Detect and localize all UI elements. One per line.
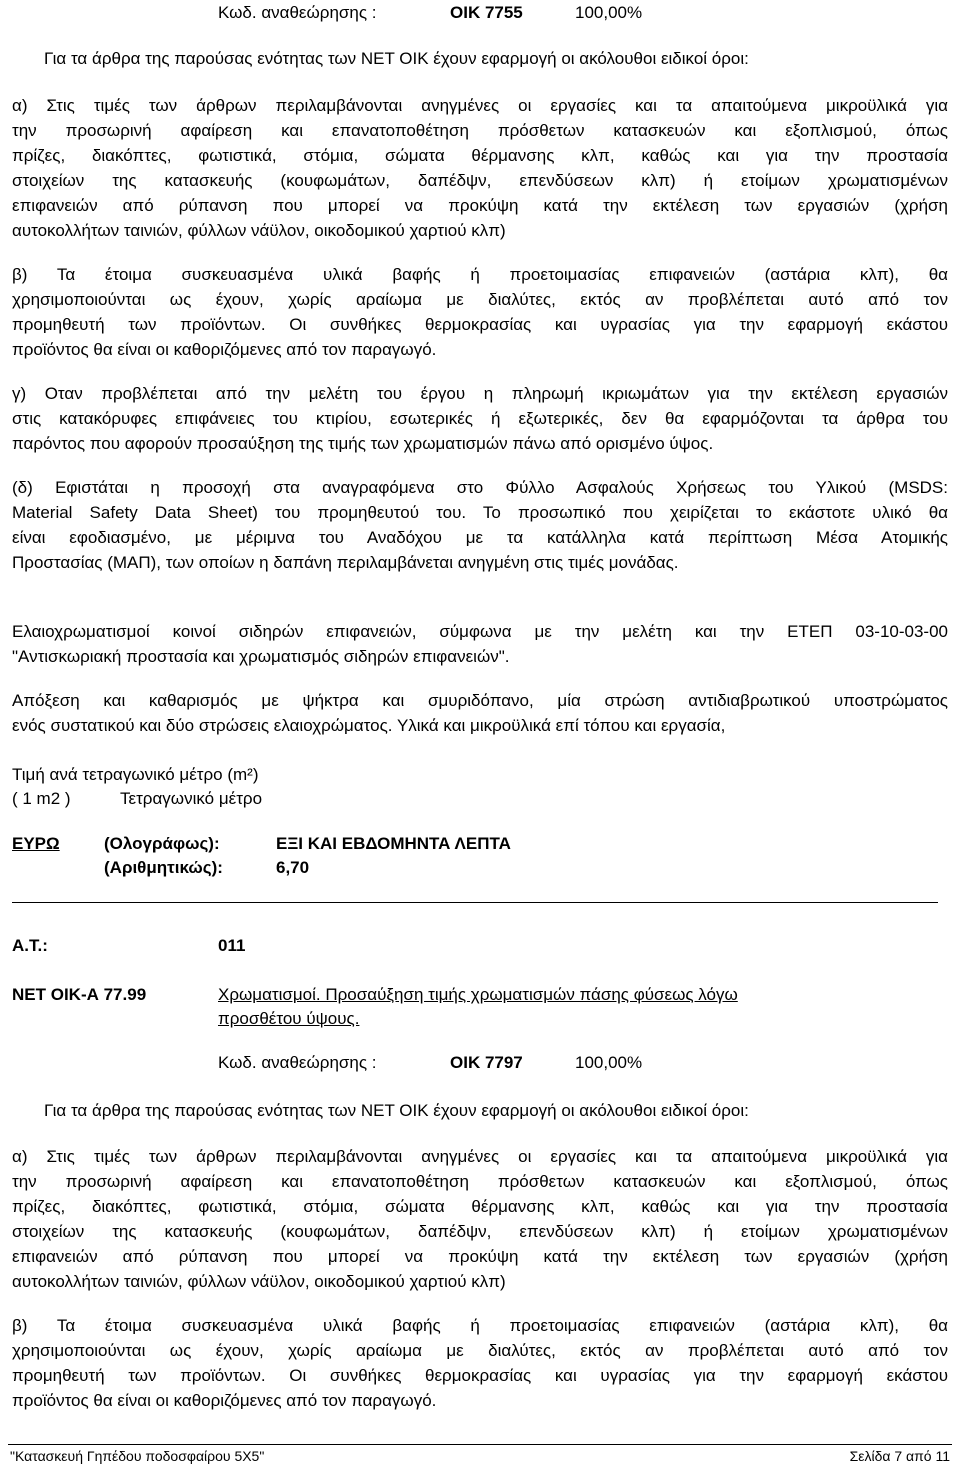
para-b-bottom-line: προμηθευτή των προϊόντων. Οι συνθήκες θερμοκρασίας και υγρασίας για την εφαρμογή εκάστου — [12, 1366, 948, 1385]
para-a-top-line: επιφανειών από ρύπανση που μπορεί να προκύψη κατά την εκτέλεση των εργασιών (χρήση — [12, 196, 948, 215]
item-title-line: Ελαιοχρωματισμοί κοινοί σιδηρών επιφανειών, σύμφωνα με την μελέτη και την ΕΤΕΠ 03-10-03-00 — [12, 622, 948, 641]
at-label: Α.Τ.: — [12, 936, 48, 955]
para-b-top-line: β) Τα έτοιμα συσκευασμένα υλικά βαφής ή προετοιμασίας επιφανειών (αστάρια κλπ), θα — [12, 265, 948, 284]
para-b-bottom-line: προϊόντος θα είναι οι καθοριζόμενες από τον παραγωγό. — [12, 1391, 437, 1410]
para-d-line: Προστασίας (ΜΑΠ), των οποίων η δαπάνη περιλαμβάνεται ανηγμένη στις τιμές μονάδας. — [12, 553, 679, 572]
revision-code-top: ΟΙΚ 7755 — [450, 3, 523, 22]
para-a-top-line: στοιχείων της κατασκευής (κουφωμάτων, δαπέδψν, επενδύσεων κλπ) ή ετοίμων χρωματισμένων — [12, 171, 948, 190]
para-d-line: (δ) Εφιστάται η προσοχή στα αναγραφόμενα στο Φύλλο Ασφαλούς Χρήσεως του Υλικού (MSDS: — [12, 478, 948, 497]
para-a-bottom-line: επιφανειών από ρύπανση που μπορεί να προκύψη κατά την εκτέλεση των εργασιών (χρήση — [12, 1247, 948, 1266]
price-words-label: (Ολογράφως): — [104, 834, 220, 853]
revision-code-bottom: ΟΙΚ 7797 — [450, 1053, 523, 1072]
para-a-bottom-line: πρίζες, διακόπτες, φωτιστικά, στόμια, σώματα θέρμανσης κλπ, καθώς και για την προστασία — [12, 1197, 948, 1216]
para-b-top-line: προϊόντος θα είναι οι καθοριζόμενες από τον παραγωγό. — [12, 340, 437, 359]
footer-project-title: "Κατασκευή Γηπέδου ποδοσφαίρου 5Χ5" — [10, 1448, 265, 1464]
para-c-line: παρόντος που αφορούν προσαύξηση της τιμής των χρωματισμών πάνω από ορισμένο ύψος. — [12, 434, 714, 453]
revision-percent-bottom: 100,00% — [575, 1053, 643, 1072]
para-a-top-line: πρίζες, διακόπτες, φωτιστικά, στόμια, σώματα θέρμανσης κλπ, καθώς και για την προστασία — [12, 146, 948, 165]
para-d-line: είναι εφοδιασμένο, με μέριμνα του Αναδόχου με τα κατάλληλα κατά περίπτωση Μέσα Ατομικής — [12, 528, 948, 547]
para-b-top-line: χρησιμοποιούνται ως έχουν, χωρίς αραίωμα με διαλύτες, εκτός αν προβλέπεται αυτό από τον — [12, 290, 948, 309]
para-b-bottom-line: χρησιμοποιούνται ως έχουν, χωρίς αραίωμα με διαλύτες, εκτός αν προβλέπεται αυτό από τον — [12, 1341, 948, 1360]
price-words-value: ΕΞΙ ΚΑΙ ΕΒΔΟΜΗΝΤΑ ΛΕΠΤΑ — [276, 834, 511, 853]
at-value: 011 — [218, 936, 246, 955]
revision-label-bottom: Κωδ. αναθεώρησης : — [218, 1053, 377, 1072]
unit-name: Τετραγωνικό μέτρο — [120, 789, 263, 808]
para-d-line: Material Safety Data Sheet) του προμηθευτού του. Το προσωπικό που χειρίζεται το εκάστοτε υλικό θα — [12, 503, 948, 522]
para-b-bottom-line: β) Τα έτοιμα συσκευασμένα υλικά βαφής ή προετοιμασίας επιφανειών (αστάρια κλπ), θα — [12, 1316, 948, 1335]
intro-top: Για τα άρθρα της παρούσας ενότητας των ΝΕΤ ΟΙΚ έχουν εφαρμογή οι ακόλουθοι ειδικοί όροι: — [44, 49, 749, 68]
article-code: ΝΕΤ ΟΙΚ-Α 77.99 — [12, 985, 147, 1004]
footer-divider — [8, 1444, 952, 1445]
para-a-top-line: αυτοκολλήτων ταινιών, φύλλων νάϋλον, οικοδομικού χαρτιού κλπ) — [12, 221, 506, 240]
para-a-bottom-line: την προσωρινή αφαίρεση και επανατοποθέτηση πρόσθετων κατασκευών και εξοπλισμού, όπως — [12, 1172, 948, 1191]
revision-label-top: Κωδ. αναθεώρησης : — [218, 3, 377, 22]
price-currency: ΕΥΡΩ — [12, 834, 60, 853]
article-title-line2: προσθέτου ύψους. — [218, 1009, 360, 1028]
para-a-bottom-line: α) Στις τιμές των άρθρων περιλαμβάνονται ανηγμένες οι εργασίες και τα απαιτούμενα μικροϋλικά για — [12, 1147, 948, 1166]
para-a-top-line: α) Στις τιμές των άρθρων περιλαμβάνονται ανηγμένες οι εργασίες και τα απαιτούμενα μικροϋλικά για — [12, 96, 948, 115]
price-digits-value: 6,70 — [276, 858, 310, 877]
item-title-line: "Αντισκωριακή προστασία και χρωματισμός σιδηρών επιφανειών". — [12, 647, 510, 666]
para-a-bottom-line: αυτοκολλήτων ταινιών, φύλλων νάϋλον, οικοδομικού χαρτιού κλπ) — [12, 1272, 506, 1291]
article-title-line1: Χρωματισμοί. Προσαύξηση τιμής χρωματισμών πάσης φύσεως λόγω — [218, 985, 738, 1004]
section-divider — [12, 902, 938, 903]
para-b-top-line: προμηθευτή των προϊόντων. Οι συνθήκες θερμοκρασίας και υγρασίας για την εφαρμογή εκάστου — [12, 315, 948, 334]
price-digits-label: (Αριθμητικώς): — [104, 858, 223, 877]
footer-page-number: Σελίδα 7 από 11 — [849, 1448, 950, 1464]
unit-price-label: Τιμή ανά τετραγωνικό μέτρο (m²) — [12, 765, 259, 784]
item-desc-line: Απόξεση και καθαρισμός με ψήκτρα και σμυριδόπανο, μία στρώση αντιδιαβρωτικού υποστρώματος — [12, 691, 948, 710]
revision-percent-top: 100,00% — [575, 3, 643, 22]
intro-bottom: Για τα άρθρα της παρούσας ενότητας των ΝΕΤ ΟΙΚ έχουν εφαρμογή οι ακόλουθοι ειδικοί όροι: — [44, 1101, 749, 1120]
item-desc-line: ενός συστατικού και δύο στρώσεις ελαιοχρώματος. Υλικά και μικροϋλικά επί τόπου και εργασία, — [12, 716, 726, 735]
para-c-line: στις κατακόρυφες επιφάνειες του κτιρίου, εσωτερικές ή εξωτερικές, δεν θα εφαρμόζονται τα άρθρα του — [12, 409, 948, 428]
para-a-top-line: την προσωρινή αφαίρεση και επανατοποθέτηση πρόσθετων κατασκευών και εξοπλισμού, όπως — [12, 121, 948, 140]
para-a-bottom-line: στοιχείων της κατασκευής (κουφωμάτων, δαπέδψν, επενδύσεων κλπ) ή ετοίμων χρωματισμένων — [12, 1222, 948, 1241]
unit-code: ( 1 m2 ) — [12, 789, 71, 808]
para-c-line: γ) Οταν προβλέπεται από την μελέτη του έργου η πληρωμή ικριωμάτων για την εκτέλεση εργασιών — [12, 384, 948, 403]
